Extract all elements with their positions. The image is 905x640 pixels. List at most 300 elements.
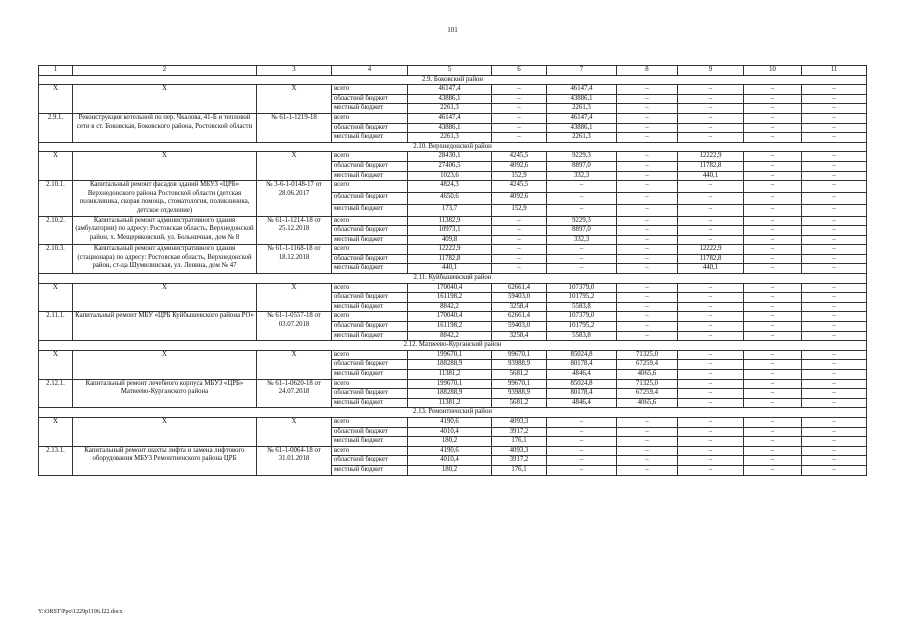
table-cell: Капитальный ремонт административного здания (амбулатории) по адресу: Ростовская область, Верхнедонской район, х. Мещеряковский, ул. Больничная, дом № 8	[73, 216, 257, 245]
table-cell: –	[744, 283, 802, 293]
table-cell: 4824,3	[408, 181, 492, 193]
table-cell: 4010,4	[408, 427, 492, 437]
table-cell: –	[678, 85, 744, 95]
table-cell: Реконструкция котельной по пер. Чкалова, 41-Б и тепловой сети в ст. Боковская, Боковского района, Ростовской области	[73, 113, 257, 142]
table-cell: областной бюджет	[332, 254, 408, 264]
table-cell: 10973,1	[408, 226, 492, 236]
table-cell: –	[802, 456, 867, 466]
table-cell: –	[678, 350, 744, 360]
table-cell: всего	[332, 350, 408, 360]
table-cell: –	[617, 427, 678, 437]
table-cell: –	[678, 389, 744, 399]
table-cell: областной бюджет	[332, 389, 408, 399]
table-cell: 2.12.1.	[39, 379, 73, 408]
table-cell: –	[617, 181, 678, 193]
table-cell: 4245,5	[492, 181, 547, 193]
table-cell: областной бюджет	[332, 293, 408, 303]
table-cell: № 61-1-1214-18 от 25.12.2018	[257, 216, 332, 245]
table-cell: 332,3	[547, 235, 617, 245]
table-cell: 4065,6	[617, 398, 678, 408]
table-cell: –	[802, 437, 867, 447]
table-cell: 4010,4	[408, 456, 492, 466]
table-cell: –	[802, 264, 867, 274]
table-cell: 161198,2	[408, 322, 492, 332]
page-number: 101	[447, 26, 458, 34]
table-cell: –	[547, 427, 617, 437]
table-cell: –	[744, 302, 802, 312]
table-cell: 9229,3	[547, 216, 617, 226]
table-cell: 11381,2	[408, 370, 492, 380]
table-cell: Х	[39, 417, 73, 446]
table-cell: 80178,4	[547, 389, 617, 399]
table-cell: –	[678, 465, 744, 475]
table-cell: –	[492, 113, 547, 123]
table-cell: 3258,4	[492, 302, 547, 312]
table-cell: –	[744, 446, 802, 456]
table-row	[39, 350, 867, 360]
table-cell: 5583,8	[547, 302, 617, 312]
header-cell: 7	[547, 66, 617, 76]
table-cell: –	[744, 235, 802, 245]
table-cell: –	[678, 456, 744, 466]
table-cell: 8897,0	[547, 226, 617, 236]
table-cell: –	[802, 398, 867, 408]
table-cell: 152,9	[492, 171, 547, 181]
table-cell: –	[802, 104, 867, 114]
table-cell: 71325,0	[617, 350, 678, 360]
table-cell: 43886,1	[547, 94, 617, 104]
table-cell: 43886,1	[408, 94, 492, 104]
table-cell: всего	[332, 417, 408, 427]
table-cell: –	[678, 192, 744, 204]
table-cell: местный бюджет	[332, 171, 408, 181]
table-cell: Х	[257, 85, 332, 114]
table-row	[39, 417, 867, 427]
section-title: 2.10. Верхнедонской район	[39, 142, 867, 152]
table-cell: областной бюджет	[332, 360, 408, 370]
table-cell: –	[744, 322, 802, 332]
table-cell: –	[617, 331, 678, 341]
table-cell: 11381,2	[408, 398, 492, 408]
table-cell: 4650,6	[408, 192, 492, 204]
table-cell: 2.13.1.	[39, 446, 73, 475]
table-cell: 2.10.2.	[39, 216, 73, 245]
table-cell: 152,9	[492, 204, 547, 216]
table-cell: –	[802, 370, 867, 380]
table-cell: 3917,2	[492, 456, 547, 466]
table-cell: –	[617, 123, 678, 133]
table-cell: –	[802, 331, 867, 341]
table-cell: –	[802, 283, 867, 293]
table-cell: –	[802, 171, 867, 181]
table-cell: 2261,3	[408, 104, 492, 114]
section-title: 2.9. Боковский район	[39, 75, 867, 85]
table-cell: 43886,1	[547, 123, 617, 133]
table-cell: 161198,2	[408, 293, 492, 303]
table-cell: –	[678, 417, 744, 427]
table-cell: –	[802, 427, 867, 437]
table-cell: 99670,1	[492, 379, 547, 389]
table-cell: Капитальный ремонт шахты лифта и замена лифтового оборудования МБУЗ Ремонтненского района ЦРБ	[73, 446, 257, 475]
table-cell: 180,2	[408, 437, 492, 447]
table-cell: –	[744, 456, 802, 466]
table-cell: всего	[332, 312, 408, 322]
table-cell: 332,3	[547, 171, 617, 181]
table-cell: –	[617, 226, 678, 236]
table-cell: 3917,2	[492, 427, 547, 437]
table-cell: Х	[73, 85, 257, 114]
table-cell: –	[492, 85, 547, 95]
table-cell: –	[802, 312, 867, 322]
table-cell: –	[492, 216, 547, 226]
table-cell: Х	[39, 152, 73, 181]
table-cell: 93988,9	[492, 389, 547, 399]
table-cell: –	[678, 446, 744, 456]
table-cell: областной бюджет	[332, 456, 408, 466]
table-cell: всего	[332, 181, 408, 193]
table-cell: –	[492, 264, 547, 274]
table-cell: –	[547, 417, 617, 427]
table-cell: –	[617, 171, 678, 181]
table-cell: –	[678, 204, 744, 216]
table-cell: местный бюджет	[332, 370, 408, 380]
table-cell: –	[744, 204, 802, 216]
table-cell: всего	[332, 113, 408, 123]
table-cell: –	[617, 113, 678, 123]
table-cell: областной бюджет	[332, 192, 408, 204]
table-cell: –	[492, 235, 547, 245]
table-row	[39, 245, 867, 255]
table-cell: –	[802, 181, 867, 193]
column-number-header	[39, 66, 867, 76]
table-cell: 4092,6	[492, 161, 547, 171]
table-cell: –	[492, 104, 547, 114]
table-cell: 440,1	[408, 264, 492, 274]
table-cell: 170040,4	[408, 283, 492, 293]
table-cell: –	[678, 104, 744, 114]
table-cell: –	[547, 437, 617, 447]
table-cell: –	[802, 322, 867, 332]
table-cell: 59403,0	[492, 322, 547, 332]
table-row	[39, 446, 867, 456]
table-cell: 3258,4	[492, 331, 547, 341]
table-row	[39, 283, 867, 293]
table-cell: –	[617, 322, 678, 332]
table-cell: 2261,3	[547, 104, 617, 114]
table-cell: Капитальный ремонт МБУ «ЦРБ Куйбышевского района РО»	[73, 312, 257, 341]
table-cell: 4065,6	[617, 370, 678, 380]
table-cell: –	[678, 360, 744, 370]
table-cell: 4190,6	[408, 417, 492, 427]
table-cell: –	[617, 245, 678, 255]
table-cell: всего	[332, 446, 408, 456]
table-cell: –	[547, 465, 617, 475]
table-cell: местный бюджет	[332, 331, 408, 341]
table-cell: –	[744, 161, 802, 171]
table-cell: 2261,3	[408, 133, 492, 143]
table-cell: местный бюджет	[332, 235, 408, 245]
table-cell: –	[492, 133, 547, 143]
table-cell: 1023,6	[408, 171, 492, 181]
table-cell: 46147,4	[408, 113, 492, 123]
table-cell: –	[617, 417, 678, 427]
table-cell: –	[802, 446, 867, 456]
table-row	[39, 181, 867, 193]
table-cell: –	[678, 370, 744, 380]
table-cell: 2261,3	[547, 133, 617, 143]
table-cell: 2.11.1.	[39, 312, 73, 341]
table-cell: 4093,3	[492, 417, 547, 427]
table-cell: 101795,2	[547, 293, 617, 303]
table-cell: –	[744, 216, 802, 226]
table-cell: 2.10.3.	[39, 245, 73, 274]
header-cell: 4	[332, 66, 408, 76]
table-cell: 4846,4	[547, 398, 617, 408]
table-cell: областной бюджет	[332, 226, 408, 236]
table-cell: –	[802, 254, 867, 264]
table-cell: –	[744, 245, 802, 255]
table-cell: –	[617, 152, 678, 162]
table-cell: –	[678, 331, 744, 341]
table-cell: 4092,6	[492, 192, 547, 204]
table-row	[39, 216, 867, 226]
table-cell: –	[744, 417, 802, 427]
table-row	[39, 152, 867, 162]
table-cell: –	[678, 379, 744, 389]
table-cell: 8897,0	[547, 161, 617, 171]
table-cell: –	[617, 235, 678, 245]
table-cell: 5681,2	[492, 370, 547, 380]
table-cell: 176,1	[492, 465, 547, 475]
table-cell: 107379,0	[547, 283, 617, 293]
table-cell: –	[492, 226, 547, 236]
table-cell: № 61-1-0064-18 от 31.01.2018	[257, 446, 332, 475]
table-cell: 62661,4	[492, 283, 547, 293]
table-cell: Х	[73, 152, 257, 181]
header-cell: 1	[39, 66, 73, 76]
table-cell: 8842,2	[408, 331, 492, 341]
table-cell: 170040,4	[408, 312, 492, 322]
table-cell: –	[802, 204, 867, 216]
table-cell: –	[744, 192, 802, 204]
table-cell: 199670,1	[408, 379, 492, 389]
table-cell: 12222,9	[678, 152, 744, 162]
table-cell: –	[678, 113, 744, 123]
table-cell: 85024,8	[547, 379, 617, 389]
table-cell: Х	[39, 85, 73, 114]
table-cell: местный бюджет	[332, 133, 408, 143]
table-cell: –	[802, 235, 867, 245]
table-cell: –	[617, 283, 678, 293]
section-header-row	[39, 341, 867, 351]
table-cell: –	[678, 293, 744, 303]
table-cell: местный бюджет	[332, 465, 408, 475]
table-cell: –	[802, 360, 867, 370]
table-cell: –	[744, 437, 802, 447]
table-cell: 173,7	[408, 204, 492, 216]
table-cell: –	[678, 437, 744, 447]
section-title: 2.13. Ремонтненский район	[39, 408, 867, 418]
table-cell: 8842,2	[408, 302, 492, 312]
table-cell: –	[744, 152, 802, 162]
table-cell: 9229,3	[547, 152, 617, 162]
table-cell: –	[617, 264, 678, 274]
table-cell: –	[744, 113, 802, 123]
table-cell: Капитальный ремонт фасадов зданий МБУЗ «ЦРБ» Верхнедонского района Ростовской области (детская поликлиника, скорая помощь, стоматология, поликлиника, детское отделение)	[73, 181, 257, 216]
header-cell: 10	[744, 66, 802, 76]
table-cell: –	[744, 389, 802, 399]
table-cell: 4190,6	[408, 446, 492, 456]
table-cell: –	[617, 446, 678, 456]
table-cell: 2.9.1.	[39, 113, 73, 142]
table-cell: 12222,9	[678, 245, 744, 255]
header-cell: 5	[408, 66, 492, 76]
section-header-row	[39, 408, 867, 418]
table-cell: –	[802, 152, 867, 162]
table-cell: –	[492, 254, 547, 264]
table-cell: всего	[332, 283, 408, 293]
table-cell: Х	[257, 283, 332, 312]
table-cell: –	[617, 465, 678, 475]
table-cell: 28430,1	[408, 152, 492, 162]
table-cell: –	[617, 437, 678, 447]
table-cell: –	[617, 302, 678, 312]
table-cell: –	[744, 312, 802, 322]
table-body	[39, 66, 867, 476]
table-cell: всего	[332, 216, 408, 226]
table-cell: –	[547, 245, 617, 255]
table-cell: 199670,1	[408, 350, 492, 360]
table-cell: –	[744, 293, 802, 303]
table-row	[39, 85, 867, 95]
header-cell: 9	[678, 66, 744, 76]
budget-table	[38, 65, 867, 476]
table-cell: 180,2	[408, 465, 492, 475]
header-cell: 3	[257, 66, 332, 76]
table-cell: местный бюджет	[332, 437, 408, 447]
table-cell: –	[547, 204, 617, 216]
table-cell: 46147,4	[408, 85, 492, 95]
table-cell: –	[744, 85, 802, 95]
section-header-row	[39, 274, 867, 284]
table-cell: 11382,9	[408, 216, 492, 226]
table-cell: местный бюджет	[332, 104, 408, 114]
table-cell: –	[617, 94, 678, 104]
table-cell: –	[678, 235, 744, 245]
table-cell: 46147,4	[547, 113, 617, 123]
table-cell: всего	[332, 245, 408, 255]
table-cell: –	[547, 264, 617, 274]
table-cell: Х	[257, 152, 332, 181]
table-cell: Х	[73, 350, 257, 379]
table-cell: –	[617, 312, 678, 322]
table-cell: областной бюджет	[332, 427, 408, 437]
table-cell: –	[802, 293, 867, 303]
table-cell: местный бюджет	[332, 302, 408, 312]
table-cell: –	[617, 254, 678, 264]
table-cell: Х	[257, 350, 332, 379]
section-title: 2.11. Куйбышевский район	[39, 274, 867, 284]
table-cell: –	[678, 94, 744, 104]
table-cell: –	[744, 94, 802, 104]
table-cell: 188288,9	[408, 389, 492, 399]
table-cell: –	[802, 389, 867, 399]
table-cell: 2.10.1.	[39, 181, 73, 216]
table-cell: 85024,8	[547, 350, 617, 360]
table-cell: 176,1	[492, 437, 547, 447]
table-cell: 67259,4	[617, 360, 678, 370]
table-cell: 188288,9	[408, 360, 492, 370]
table-cell: 59403,0	[492, 293, 547, 303]
table-cell: Х	[39, 350, 73, 379]
table-cell: –	[617, 85, 678, 95]
table-cell: 4093,3	[492, 446, 547, 456]
table-cell: –	[547, 192, 617, 204]
table-cell: –	[617, 293, 678, 303]
table-cell: № 61-1-0557-18 от 03.07.2018	[257, 312, 332, 341]
table-cell: –	[802, 379, 867, 389]
table-cell: –	[744, 133, 802, 143]
table-row	[39, 379, 867, 389]
table-cell: –	[802, 302, 867, 312]
table-cell: –	[617, 216, 678, 226]
table-cell: областной бюджет	[332, 94, 408, 104]
table-cell: –	[802, 161, 867, 171]
table-row	[39, 113, 867, 123]
table-cell: местный бюджет	[332, 264, 408, 274]
table-cell: областной бюджет	[332, 161, 408, 171]
table-cell: 71325,0	[617, 379, 678, 389]
table-cell: –	[617, 104, 678, 114]
table-cell: –	[547, 446, 617, 456]
table-cell: Х	[73, 417, 257, 446]
table-cell: 80178,4	[547, 360, 617, 370]
table-cell: –	[547, 181, 617, 193]
table-cell: № 3-6-1-0148-17 от 28.06.2017	[257, 181, 332, 216]
table-cell: Х	[73, 283, 257, 312]
header-cell: 6	[492, 66, 547, 76]
table-cell: 107379,0	[547, 312, 617, 322]
table-cell: –	[802, 113, 867, 123]
table-cell: 4245,5	[492, 152, 547, 162]
header-cell: 2	[73, 66, 257, 76]
table-cell: всего	[332, 85, 408, 95]
table-cell: –	[802, 85, 867, 95]
table-cell: –	[802, 350, 867, 360]
table-cell: –	[617, 456, 678, 466]
table-cell: областной бюджет	[332, 322, 408, 332]
table-cell: 12222,9	[408, 245, 492, 255]
section-header-row	[39, 142, 867, 152]
table-cell: 5681,2	[492, 398, 547, 408]
table-cell: –	[744, 181, 802, 193]
table-cell: Капитальный ремонт административного здания (стационара) по адресу: Ростовская область, Верхнедонской район, ст-ца Шумилинская, ул. Ленина, дом № 47	[73, 245, 257, 274]
table-cell: –	[678, 322, 744, 332]
table-cell: –	[678, 427, 744, 437]
table-cell: –	[678, 312, 744, 322]
table-cell: –	[744, 123, 802, 133]
table-cell: 99670,1	[492, 350, 547, 360]
table-cell: 4846,4	[547, 370, 617, 380]
table-cell: –	[678, 133, 744, 143]
table-cell: –	[678, 283, 744, 293]
table-cell: местный бюджет	[332, 398, 408, 408]
table-cell: –	[802, 465, 867, 475]
table-cell: 11782,8	[678, 254, 744, 264]
table-cell: –	[678, 398, 744, 408]
table-cell: –	[744, 264, 802, 274]
table-cell: –	[802, 245, 867, 255]
